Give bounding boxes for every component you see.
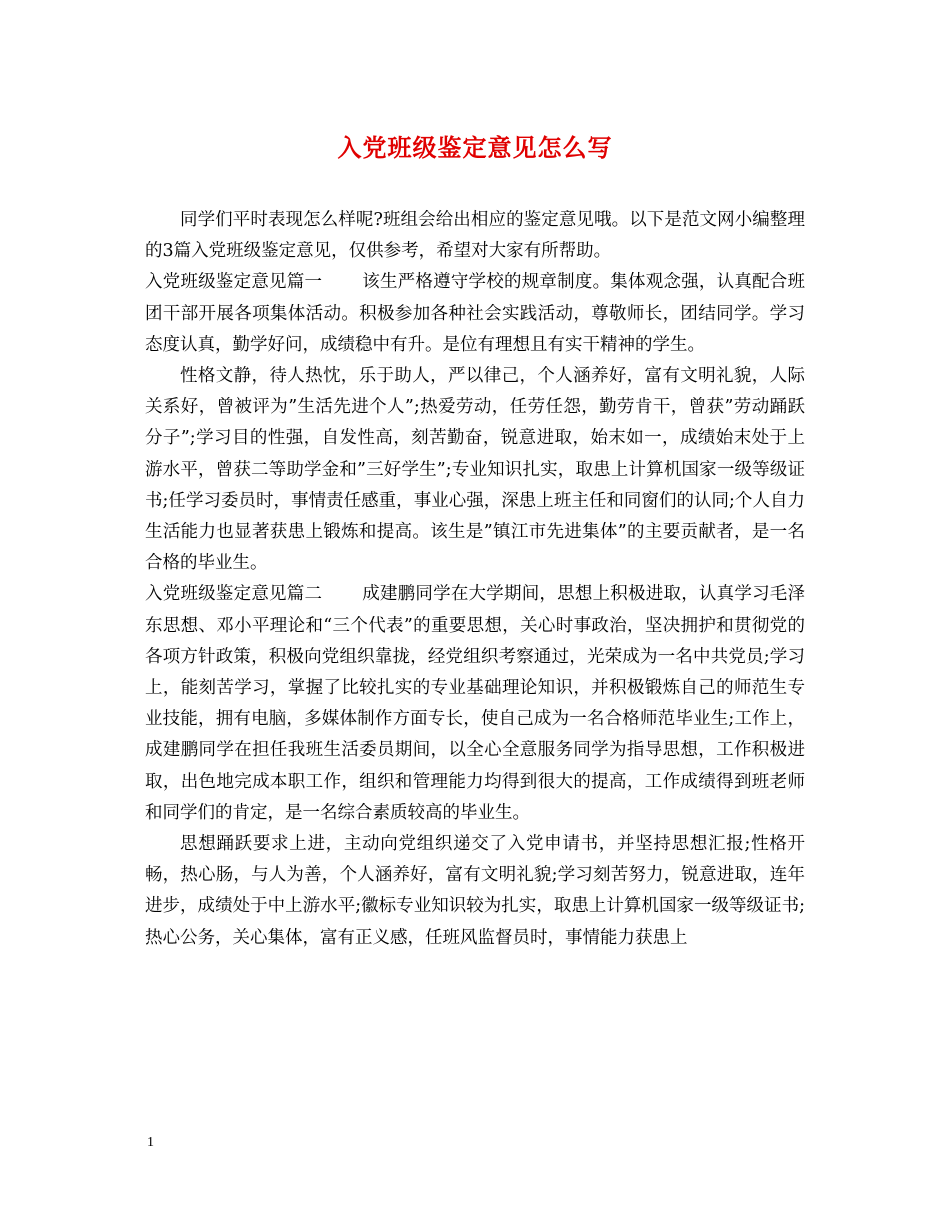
section2-paragraph: [145, 579, 805, 829]
section1-paragraph: [145, 267, 805, 361]
document-title: 入党班级鉴定意见怎么写: [337, 133, 613, 162]
section1-text: 该生严格遵守学校的规章制度。集体观念强，认真配合班团干部开展各项集体活动。积极参加各种社会实践活动，尊敬师长，团结同学。学习态度认真，勤学好问，成绩稳中有升。是位有理想且有实干精神的学生。: [145, 272, 806, 355]
section1-heading: 入党班级鉴定意见篇一: [145, 272, 323, 293]
document-body: [145, 205, 805, 954]
intro-paragraph: 同学们平时表现怎么样呢?班组会给出相应的鉴定意见哦。以下是范文网小编整理的3篇入党班级鉴定意见，仅供参考，希望对大家有所帮助。: [145, 210, 805, 262]
section2-heading: 入党班级鉴定意见篇二: [145, 584, 323, 605]
section2-text: 成建鹏同学在大学期间，思想上积极进取，认真学习毛泽东思想、邓小平理论和“三个代表”的重要思想，关心时事政治，坚决拥护和贯彻党的各项方针政策，积极向党组织靠拢，经党组织考察通过，光荣成为一名中共党员;学习上，能刻苦学习，掌握了比较扎实的专业基础理论知识，并积极锻炼自己的师范生专业技能，拥有电脑，多媒体制作方面专长，使自己成为一名合格师范毕业生;工作上，成建鹏同学在担任我班生活委员期间，以全心全意服务同学为指导思想，工作积极进取，出色地完成本职工作，组织和管理能力均得到很大的提高，工作成绩得到班老师和同学们的肯定，是一名综合素质较高的毕业生。: [145, 584, 806, 823]
section1-paragraph-2: 性格文静，待人热忱，乐于助人，严以律己，个人涵养好，富有文明礼貌，人际关系好，曾被评为”生活先进个人”;热爱劳动，任劳任怨，勤劳肯干，曾获”劳动踊跃分子”;学习目的性强，自发性高，刻苦勤奋，锐意进取，始末如一，成绩始末处于上游水平，曾获二等助学金和”三好学生”;专业知识扎实，取患上计算机国家一级等级证书;任学习委员时，事情责任感重，事业心强，深患上班主任和同窗们的认同;个人自力生活能力也显著获患上锻炼和提高。该生是”镇江市先进集体”的主要贡献者，是一名合格的毕业生。: [145, 366, 805, 574]
page-number: 1: [147, 1135, 154, 1150]
section2-paragraph-2: 思想踊跃要求上进，主动向党组织递交了入党申请书，并坚持思想汇报;性格开畅，热心肠，与人为善，个人涵养好，富有文明礼貌;学习刻苦努力，锐意进取，连年进步，成绩处于中上游水平;徽标专业知识较为扎实，取患上计算机国家一级等级证书;热心公务，关心集体，富有正义感，任班风监督员时，事情能力获患上: [145, 834, 805, 948]
